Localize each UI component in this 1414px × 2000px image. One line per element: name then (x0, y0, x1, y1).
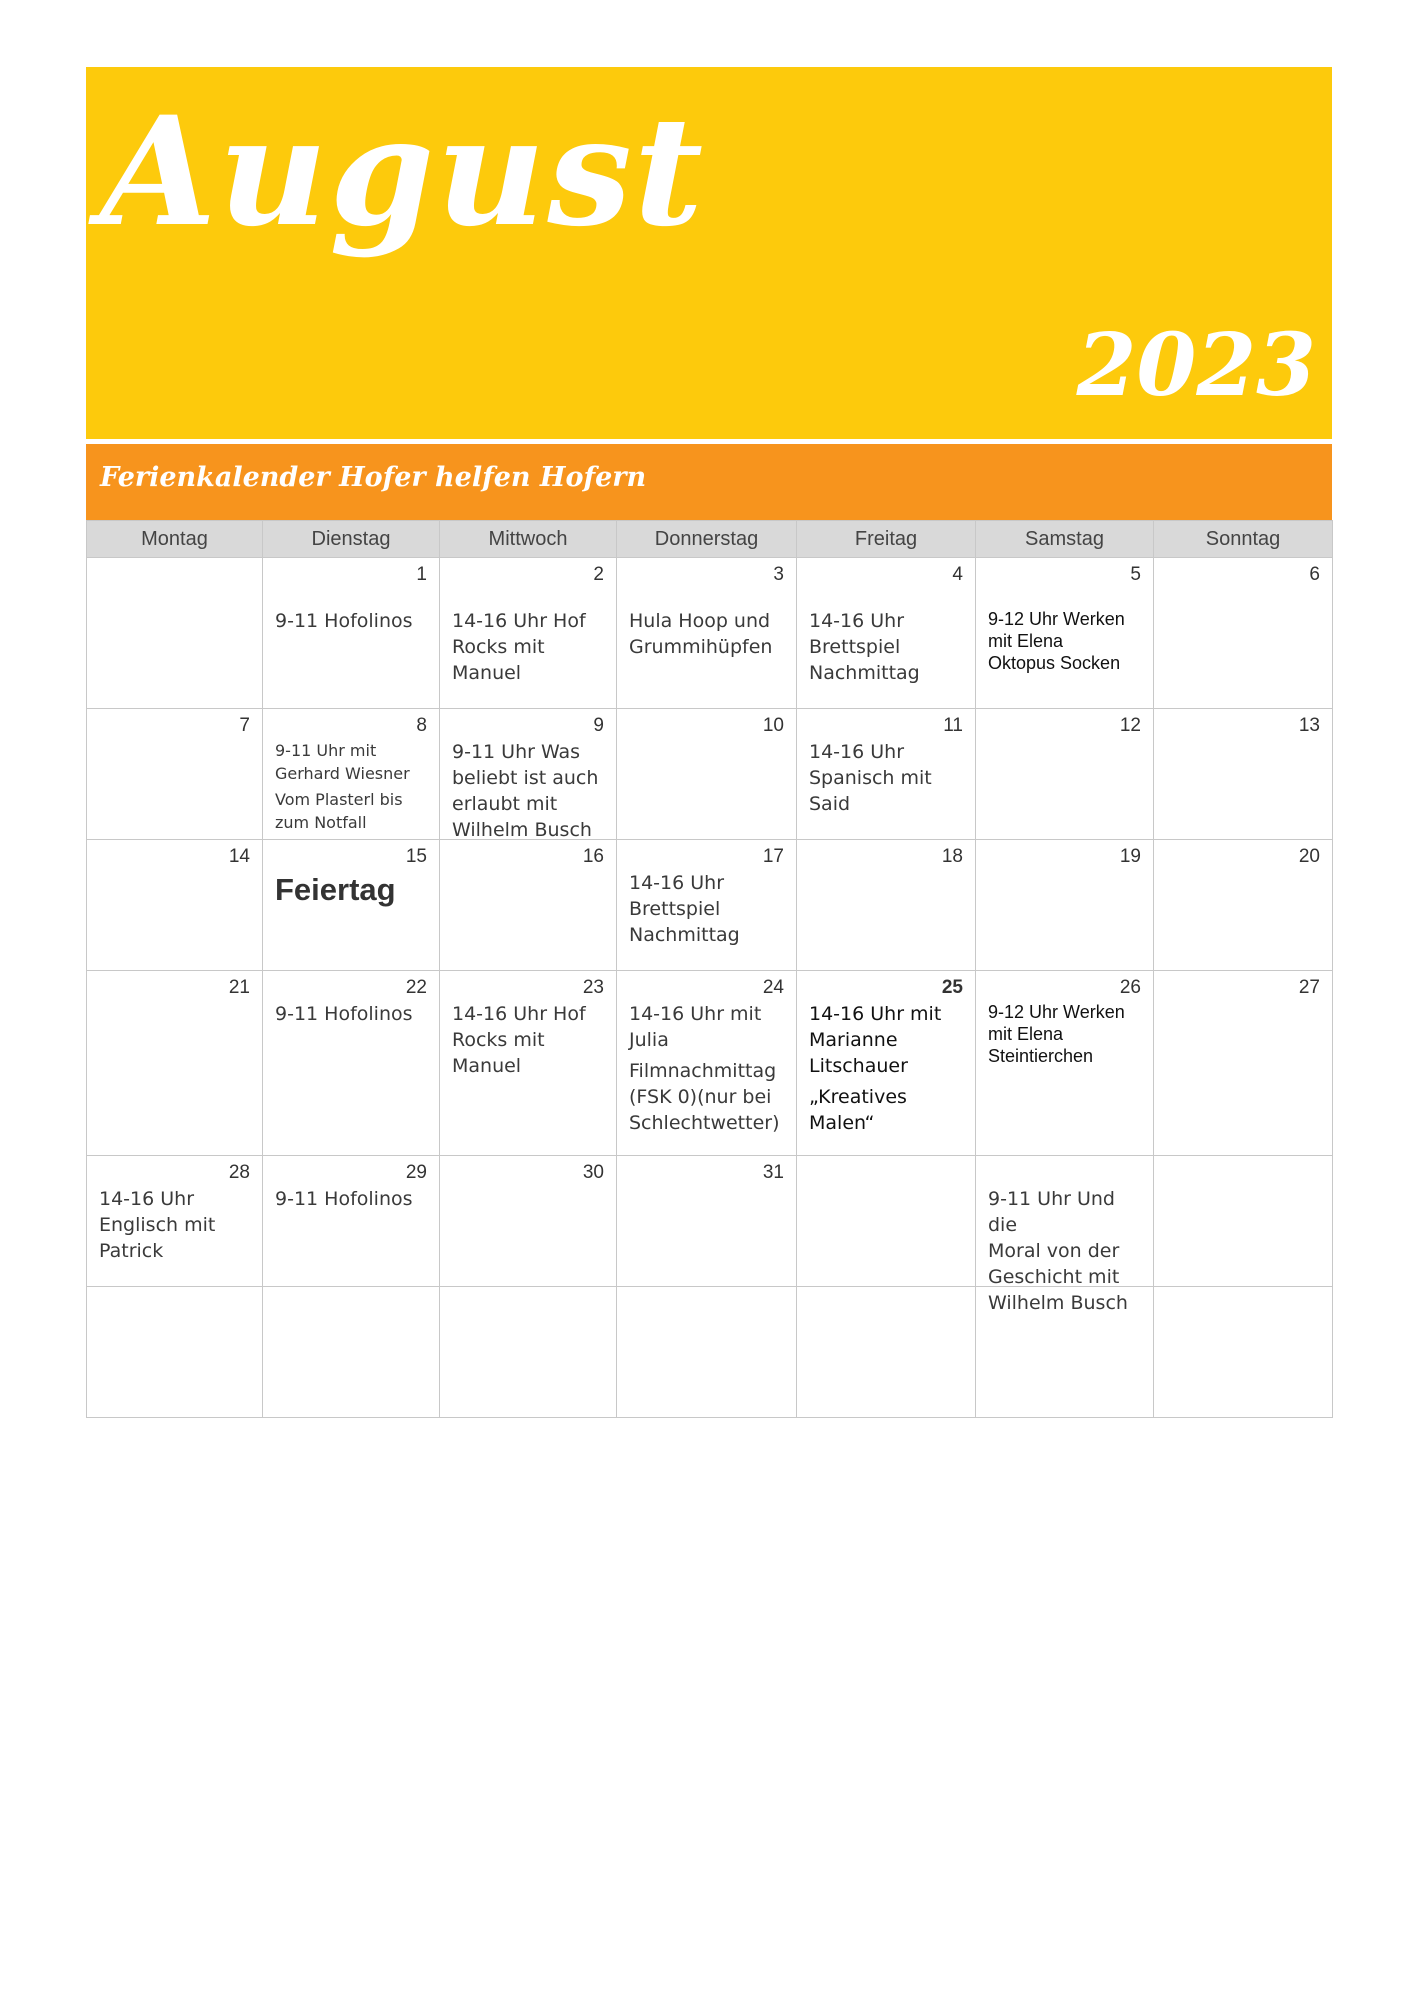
event-text: 9-12 Uhr Werken mit Elena Steintierchen (988, 1002, 1125, 1066)
event-text: 9-12 Uhr Werken mit Elena Oktopus Socken (988, 609, 1125, 673)
day-number: 27 (1298, 977, 1320, 998)
day-number: 4 (952, 564, 963, 585)
day-number: 2 (593, 564, 604, 585)
month-title: August (100, 84, 706, 260)
holiday-label: Feiertag (275, 872, 396, 907)
day-cell-empty (87, 1287, 263, 1418)
day-number: 17 (762, 846, 784, 867)
day-cell-empty (1154, 1287, 1333, 1418)
weekday-wednesday: Mittwoch (440, 521, 617, 558)
day-number: 29 (405, 1162, 427, 1183)
day-cell (1154, 709, 1333, 840)
event-text: 9-11 Hofolinos (275, 1003, 413, 1025)
day-cell (1154, 840, 1333, 971)
day-number: 18 (941, 846, 963, 867)
day-number: 10 (762, 715, 784, 736)
day-number: 13 (1298, 715, 1320, 736)
week-row (87, 558, 1333, 709)
day-number: 21 (228, 977, 250, 998)
day-number: 31 (762, 1162, 784, 1183)
day-cell (1154, 558, 1333, 709)
day-number: 20 (1298, 846, 1320, 867)
weekday-tuesday: Dienstag (263, 521, 440, 558)
event-text: 14-16 Uhr mit Marianne Litschauer (809, 1003, 942, 1077)
event-text: 9-11 Uhr Was beliebt ist auch erlaubt mit Wilhelm Busch (452, 741, 599, 841)
day-number: 1 (416, 564, 427, 585)
day-cell (976, 709, 1154, 840)
event-text: Hula Hoop und Grummihüpfen (629, 610, 773, 658)
day-cell (617, 971, 797, 1156)
calendar-subtitle: Ferienkalender Hofer helfen Hofern (100, 462, 647, 493)
event-text: 14-16 Uhr Spanisch mit Said (809, 741, 932, 815)
day-number: 24 (762, 977, 784, 998)
day-number: 5 (1130, 564, 1141, 585)
day-cell (263, 558, 440, 709)
day-number: 14 (228, 846, 250, 867)
day-number: 28 (228, 1162, 250, 1183)
event-text: 14-16 Uhr Englisch mit Patrick (99, 1188, 216, 1262)
day-cell (263, 709, 440, 840)
event-text: 14-16 Uhr Hof Rocks mit Manuel (452, 1003, 586, 1077)
weekday-friday: Freitag (797, 521, 976, 558)
week-row (87, 1156, 1333, 1287)
day-number: 19 (1119, 846, 1141, 867)
day-number: 22 (405, 977, 427, 998)
event-text: 9-11 Hofolinos (275, 1188, 413, 1210)
week-row (87, 1287, 1333, 1418)
day-number: 26 (1119, 977, 1141, 998)
event-text: 9-11 Uhr Und die Moral von der Geschicht mit Wilhelm Busch (988, 1188, 1128, 1314)
event-subtext: Vom Plasterl bis zum Notfall (275, 790, 403, 832)
day-cell (87, 1156, 263, 1287)
day-cell-empty (617, 1287, 797, 1418)
day-cell (440, 840, 617, 971)
day-cell-empty (263, 1287, 440, 1418)
day-cell (87, 971, 263, 1156)
day-cell-empty (797, 1156, 976, 1287)
week-row (87, 709, 1333, 840)
event-subtext: „Kreatives Malen“ (809, 1086, 907, 1134)
day-cell (440, 1156, 617, 1287)
week-row (87, 971, 1333, 1156)
day-number: 15 (405, 846, 427, 867)
day-cell (617, 709, 797, 840)
day-cell (1154, 971, 1333, 1156)
event-text: 9-11 Uhr mit Gerhard Wiesner (275, 741, 410, 783)
weekday-saturday: Samstag (976, 521, 1154, 558)
day-cell (797, 709, 976, 840)
day-cell (976, 558, 1154, 709)
event-text: 14-16 Uhr Brettspiel Nachmittag (809, 610, 920, 684)
day-cell (87, 709, 263, 840)
year-title: 2023 (1076, 315, 1316, 416)
day-number: 12 (1119, 715, 1141, 736)
event-text: 14-16 Uhr mit Julia (629, 1003, 762, 1051)
day-number: 9 (593, 715, 604, 736)
day-cell (617, 840, 797, 971)
day-cell (976, 840, 1154, 971)
day-number: 8 (416, 715, 427, 736)
day-cell (976, 971, 1154, 1156)
day-cell (617, 1156, 797, 1287)
day-cell (797, 840, 976, 971)
weekday-monday: Montag (87, 521, 263, 558)
weekday-sunday: Sonntag (1154, 521, 1333, 558)
week-row (87, 840, 1333, 971)
day-cell (87, 840, 263, 971)
subtitle-bar (86, 444, 1332, 520)
day-number: 25 (941, 977, 963, 998)
day-cell (263, 971, 440, 1156)
day-cell-empty (976, 1156, 1154, 1314)
day-cell (440, 709, 617, 840)
weekday-thursday: Donnerstag (617, 521, 797, 558)
day-cell-empty (440, 1287, 617, 1418)
day-number: 30 (582, 1162, 604, 1183)
day-cell (797, 971, 976, 1156)
day-cell-empty (797, 1287, 976, 1418)
day-number: 7 (239, 715, 250, 736)
day-cell (617, 558, 797, 709)
event-text: 14-16 Uhr Hof Rocks mit Manuel (452, 610, 586, 684)
event-subtext: Filmnachmittag (FSK 0)(nur bei Schlechtwetter) (629, 1060, 780, 1134)
day-cell (263, 1156, 440, 1287)
day-cell (797, 558, 976, 709)
day-cell-empty (87, 558, 263, 709)
day-number: 3 (773, 564, 784, 585)
day-number: 23 (582, 977, 604, 998)
day-cell (440, 971, 617, 1156)
event-text: 9-11 Hofolinos (275, 610, 413, 632)
day-number: 11 (943, 715, 963, 736)
event-text: 14-16 Uhr Brettspiel Nachmittag (629, 872, 740, 946)
day-cell-empty (1154, 1156, 1333, 1287)
day-number: 16 (582, 846, 604, 867)
weekday-header-row (87, 521, 1333, 558)
day-cell (263, 840, 440, 971)
day-cell-empty (976, 1287, 1154, 1418)
calendar-grid (86, 520, 1333, 1418)
day-number: 6 (1309, 564, 1320, 585)
day-cell (440, 558, 617, 709)
month-banner (86, 67, 1332, 439)
